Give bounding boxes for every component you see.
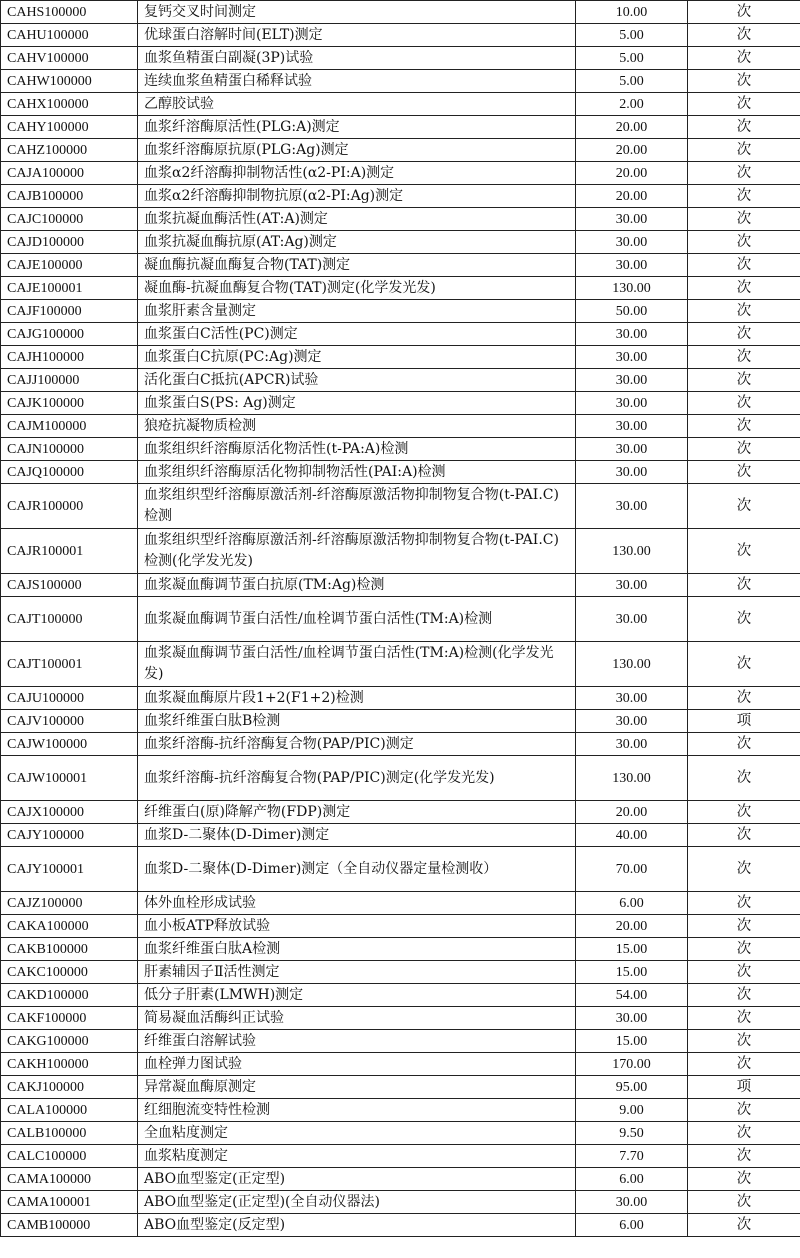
item-name-cell: 血浆α2纤溶酶抑制物抗原(α2-PI:Ag)测定	[138, 185, 576, 208]
table-row	[1, 1076, 800, 1099]
item-code-cell: CAHW100000	[1, 70, 138, 93]
item-unit-cell: 次	[688, 1053, 800, 1076]
item-price-cell: 6.00	[576, 892, 688, 915]
item-name-cell: 肝素辅因子Ⅱ活性测定	[138, 961, 576, 984]
table-row	[1, 323, 800, 346]
item-code-cell: CAJD100000	[1, 231, 138, 254]
item-code-cell: CAHV100000	[1, 47, 138, 70]
item-unit-cell: 次	[688, 961, 800, 984]
item-unit-cell: 次	[688, 231, 800, 254]
item-unit-cell: 次	[688, 1168, 800, 1191]
item-name-cell: 低分子肝素(LMWH)测定	[138, 984, 576, 1007]
price-table-body	[1, 1, 800, 1237]
table-row	[1, 984, 800, 1007]
item-price-cell: 30.00	[576, 323, 688, 346]
table-row	[1, 1214, 800, 1237]
item-unit-cell: 次	[688, 461, 800, 484]
item-name-cell: 血浆纤溶酶-抗纤溶酶复合物(PAP/PIC)测定	[138, 733, 576, 756]
item-code-cell: CAJU100000	[1, 687, 138, 710]
item-code-cell: CAJC100000	[1, 208, 138, 231]
item-unit-cell: 次	[688, 24, 800, 47]
item-price-cell: 6.00	[576, 1168, 688, 1191]
table-row	[1, 392, 800, 415]
table-row	[1, 642, 800, 687]
item-price-cell: 30.00	[576, 392, 688, 415]
item-unit-cell: 项	[688, 1076, 800, 1099]
item-code-cell: CALA100000	[1, 1099, 138, 1122]
table-row	[1, 185, 800, 208]
table-row	[1, 346, 800, 369]
item-unit-cell: 次	[688, 139, 800, 162]
table-row	[1, 756, 800, 801]
item-price-cell: 40.00	[576, 824, 688, 847]
item-unit-cell: 次	[688, 70, 800, 93]
item-name-cell: ABO血型鉴定(反定型)	[138, 1214, 576, 1237]
item-price-cell: 30.00	[576, 415, 688, 438]
item-code-cell: CAJE100000	[1, 254, 138, 277]
item-price-cell: 170.00	[576, 1053, 688, 1076]
item-code-cell: CAJZ100000	[1, 892, 138, 915]
item-name-cell: 血浆纤溶酶原活性(PLG:A)测定	[138, 116, 576, 139]
item-unit-cell: 次	[688, 984, 800, 1007]
table-row	[1, 162, 800, 185]
item-name-cell: 血浆蛋白C活性(PC)测定	[138, 323, 576, 346]
item-code-cell: CAJV100000	[1, 710, 138, 733]
item-price-cell: 20.00	[576, 185, 688, 208]
item-price-cell: 30.00	[576, 733, 688, 756]
item-name-cell: 血浆粘度测定	[138, 1145, 576, 1168]
item-price-cell: 30.00	[576, 1191, 688, 1214]
item-code-cell: CAHZ100000	[1, 139, 138, 162]
table-row	[1, 1145, 800, 1168]
item-code-cell: CAJF100000	[1, 300, 138, 323]
item-price-cell: 30.00	[576, 231, 688, 254]
item-code-cell: CAMB100000	[1, 1214, 138, 1237]
table-row	[1, 277, 800, 300]
item-price-cell: 5.00	[576, 70, 688, 93]
item-name-cell: 凝血酶抗凝血酶复合物(TAT)测定	[138, 254, 576, 277]
item-code-cell: CAJQ100000	[1, 461, 138, 484]
table-row	[1, 1, 800, 24]
item-code-cell: CAJS100000	[1, 574, 138, 597]
item-price-cell: 30.00	[576, 484, 688, 529]
item-unit-cell: 次	[688, 1122, 800, 1145]
item-unit-cell: 次	[688, 824, 800, 847]
item-code-cell: CAJK100000	[1, 392, 138, 415]
item-name-cell: 血浆纤溶酶-抗纤溶酶复合物(PAP/PIC)测定(化学发光发)	[138, 756, 576, 801]
item-code-cell: CAHY100000	[1, 116, 138, 139]
item-code-cell: CAJH100000	[1, 346, 138, 369]
table-row	[1, 1191, 800, 1214]
item-name-cell: 血浆鱼精蛋白副凝(3P)试验	[138, 47, 576, 70]
table-row	[1, 116, 800, 139]
item-price-cell: 5.00	[576, 47, 688, 70]
table-row	[1, 300, 800, 323]
item-code-cell: CAJG100000	[1, 323, 138, 346]
table-row	[1, 961, 800, 984]
table-row	[1, 47, 800, 70]
table-row	[1, 231, 800, 254]
table-row	[1, 369, 800, 392]
item-price-cell: 30.00	[576, 461, 688, 484]
item-price-cell: 20.00	[576, 116, 688, 139]
item-unit-cell: 次	[688, 369, 800, 392]
item-code-cell: CAKF100000	[1, 1007, 138, 1030]
item-price-cell: 30.00	[576, 369, 688, 392]
item-unit-cell: 次	[688, 438, 800, 461]
item-unit-cell: 次	[688, 597, 800, 642]
item-name-cell: 血浆凝血酶调节蛋白活性/血栓调节蛋白活性(TM:A)检测(化学发光发)	[138, 642, 576, 687]
item-unit-cell: 次	[688, 1145, 800, 1168]
item-name-cell: 血浆D-二聚体(D-Dimer)测定（全自动仪器定量检测收）	[138, 847, 576, 892]
item-price-cell: 30.00	[576, 346, 688, 369]
item-unit-cell: 次	[688, 484, 800, 529]
item-unit-cell: 次	[688, 277, 800, 300]
table-row	[1, 208, 800, 231]
item-unit-cell: 次	[688, 756, 800, 801]
item-price-cell: 20.00	[576, 915, 688, 938]
item-code-cell: CAJT100000	[1, 597, 138, 642]
item-code-cell: CAHU100000	[1, 24, 138, 47]
item-code-cell: CAJR100000	[1, 484, 138, 529]
item-price-cell: 95.00	[576, 1076, 688, 1099]
table-row	[1, 415, 800, 438]
item-unit-cell: 次	[688, 1099, 800, 1122]
item-name-cell: 异常凝血酶原测定	[138, 1076, 576, 1099]
item-name-cell: 血浆抗凝血酶活性(AT:A)测定	[138, 208, 576, 231]
table-row	[1, 438, 800, 461]
table-row	[1, 484, 800, 529]
item-code-cell: CAKD100000	[1, 984, 138, 1007]
item-unit-cell: 次	[688, 1030, 800, 1053]
item-unit-cell: 次	[688, 892, 800, 915]
item-price-cell: 15.00	[576, 961, 688, 984]
item-price-cell: 54.00	[576, 984, 688, 1007]
table-row	[1, 70, 800, 93]
item-unit-cell: 次	[688, 733, 800, 756]
item-name-cell: 活化蛋白C抵抗(APCR)试验	[138, 369, 576, 392]
table-row	[1, 1099, 800, 1122]
table-row	[1, 1122, 800, 1145]
item-price-cell: 30.00	[576, 438, 688, 461]
table-row	[1, 1053, 800, 1076]
table-row	[1, 824, 800, 847]
item-name-cell: ABO血型鉴定(正定型)(全自动仪器法)	[138, 1191, 576, 1214]
item-name-cell: 血浆纤维蛋白肽B检测	[138, 710, 576, 733]
item-code-cell: CAKJ100000	[1, 1076, 138, 1099]
item-unit-cell: 次	[688, 847, 800, 892]
item-price-cell: 20.00	[576, 801, 688, 824]
item-price-cell: 10.00	[576, 1, 688, 24]
table-row	[1, 139, 800, 162]
item-unit-cell: 次	[688, 1007, 800, 1030]
item-price-cell: 6.00	[576, 1214, 688, 1237]
table-row	[1, 847, 800, 892]
item-name-cell: 纤维蛋白溶解试验	[138, 1030, 576, 1053]
item-price-cell: 9.00	[576, 1099, 688, 1122]
item-name-cell: 复钙交叉时间测定	[138, 1, 576, 24]
item-price-cell: 130.00	[576, 277, 688, 300]
item-price-cell: 15.00	[576, 1030, 688, 1053]
item-unit-cell: 次	[688, 185, 800, 208]
item-name-cell: ABO血型鉴定(正定型)	[138, 1168, 576, 1191]
item-code-cell: CAJW100000	[1, 733, 138, 756]
item-name-cell: 血浆凝血酶调节蛋白抗原(TM:Ag)检测	[138, 574, 576, 597]
item-name-cell: 血浆D-二聚体(D-Dimer)测定	[138, 824, 576, 847]
item-name-cell: 优球蛋白溶解时间(ELT)测定	[138, 24, 576, 47]
item-price-cell: 30.00	[576, 710, 688, 733]
item-price-cell: 15.00	[576, 938, 688, 961]
item-code-cell: CALB100000	[1, 1122, 138, 1145]
item-unit-cell: 次	[688, 915, 800, 938]
item-name-cell: 凝血酶-抗凝血酶复合物(TAT)测定(化学发光发)	[138, 277, 576, 300]
item-unit-cell: 次	[688, 93, 800, 116]
item-unit-cell: 次	[688, 415, 800, 438]
item-name-cell: 简易凝血活酶纠正试验	[138, 1007, 576, 1030]
item-code-cell: CALC100000	[1, 1145, 138, 1168]
table-row	[1, 1007, 800, 1030]
item-code-cell: CAJY100001	[1, 847, 138, 892]
item-name-cell: 全血粘度测定	[138, 1122, 576, 1145]
item-code-cell: CAJN100000	[1, 438, 138, 461]
item-name-cell: 血浆α2纤溶酶抑制物活性(α2-PI:A)测定	[138, 162, 576, 185]
item-unit-cell: 次	[688, 529, 800, 574]
table-row	[1, 597, 800, 642]
item-name-cell: 血小板ATP释放试验	[138, 915, 576, 938]
item-code-cell: CAMA100000	[1, 1168, 138, 1191]
item-name-cell: 血浆组织纤溶酶原活化物抑制物活性(PAI:A)检测	[138, 461, 576, 484]
item-price-cell: 30.00	[576, 1007, 688, 1030]
item-code-cell: CAKG100000	[1, 1030, 138, 1053]
table-row	[1, 687, 800, 710]
item-code-cell: CAKA100000	[1, 915, 138, 938]
table-row	[1, 254, 800, 277]
table-row	[1, 93, 800, 116]
item-name-cell: 血浆组织型纤溶酶原激活剂-纤溶酶原激活物抑制物复合物(t-PAI.C)检测	[138, 484, 576, 529]
item-unit-cell: 次	[688, 801, 800, 824]
item-name-cell: 血浆组织纤溶酶原活化物活性(t-PA:A)检测	[138, 438, 576, 461]
item-price-cell: 30.00	[576, 254, 688, 277]
item-code-cell: CAJW100001	[1, 756, 138, 801]
item-price-cell: 30.00	[576, 597, 688, 642]
item-code-cell: CAKC100000	[1, 961, 138, 984]
item-name-cell: 红细胞流变特性检测	[138, 1099, 576, 1122]
item-code-cell: CAMA100001	[1, 1191, 138, 1214]
table-row	[1, 892, 800, 915]
item-unit-cell: 次	[688, 687, 800, 710]
table-row	[1, 915, 800, 938]
item-unit-cell: 次	[688, 300, 800, 323]
table-row	[1, 938, 800, 961]
table-row	[1, 461, 800, 484]
item-name-cell: 血浆蛋白S(PS: Ag)测定	[138, 392, 576, 415]
item-name-cell: 血浆蛋白C抗原(PC:Ag)测定	[138, 346, 576, 369]
item-price-cell: 30.00	[576, 574, 688, 597]
table-row	[1, 1030, 800, 1053]
item-name-cell: 血浆肝素含量测定	[138, 300, 576, 323]
item-unit-cell: 项	[688, 710, 800, 733]
item-price-cell: 20.00	[576, 162, 688, 185]
item-unit-cell: 次	[688, 47, 800, 70]
item-name-cell: 连续血浆鱼精蛋白稀释试验	[138, 70, 576, 93]
item-price-cell: 9.50	[576, 1122, 688, 1145]
item-name-cell: 血浆凝血酶调节蛋白活性/血栓调节蛋白活性(TM:A)检测	[138, 597, 576, 642]
table-row	[1, 801, 800, 824]
item-price-cell: 30.00	[576, 208, 688, 231]
item-code-cell: CAJA100000	[1, 162, 138, 185]
table-row	[1, 24, 800, 47]
item-unit-cell: 次	[688, 116, 800, 139]
item-code-cell: CAHX100000	[1, 93, 138, 116]
item-unit-cell: 次	[688, 574, 800, 597]
item-unit-cell: 次	[688, 323, 800, 346]
item-unit-cell: 次	[688, 1214, 800, 1237]
item-unit-cell: 次	[688, 1, 800, 24]
item-unit-cell: 次	[688, 254, 800, 277]
item-unit-cell: 次	[688, 392, 800, 415]
item-code-cell: CAKB100000	[1, 938, 138, 961]
item-unit-cell: 次	[688, 938, 800, 961]
item-price-cell: 50.00	[576, 300, 688, 323]
item-unit-cell: 次	[688, 162, 800, 185]
item-code-cell: CAKH100000	[1, 1053, 138, 1076]
item-price-cell: 70.00	[576, 847, 688, 892]
item-name-cell: 纤维蛋白(原)降解产物(FDP)测定	[138, 801, 576, 824]
item-name-cell: 乙醇胶试验	[138, 93, 576, 116]
item-code-cell: CAJY100000	[1, 824, 138, 847]
item-unit-cell: 次	[688, 208, 800, 231]
item-code-cell: CAJT100001	[1, 642, 138, 687]
item-price-cell: 2.00	[576, 93, 688, 116]
table-row	[1, 529, 800, 574]
item-code-cell: CAJE100001	[1, 277, 138, 300]
item-name-cell: 血浆凝血酶原片段1+2(F1+2)检测	[138, 687, 576, 710]
item-price-cell: 7.70	[576, 1145, 688, 1168]
item-code-cell: CAJR100001	[1, 529, 138, 574]
item-code-cell: CAJB100000	[1, 185, 138, 208]
item-code-cell: CAJJ100000	[1, 369, 138, 392]
item-price-cell: 130.00	[576, 642, 688, 687]
item-price-cell: 30.00	[576, 687, 688, 710]
item-price-cell: 20.00	[576, 139, 688, 162]
table-row	[1, 733, 800, 756]
item-code-cell: CAJM100000	[1, 415, 138, 438]
item-code-cell: CAHS100000	[1, 1, 138, 24]
item-name-cell: 血浆纤维蛋白肽A检测	[138, 938, 576, 961]
item-unit-cell: 次	[688, 642, 800, 687]
item-name-cell: 狼疮抗凝物质检测	[138, 415, 576, 438]
item-price-cell: 130.00	[576, 529, 688, 574]
item-name-cell: 体外血栓形成试验	[138, 892, 576, 915]
table-row	[1, 1168, 800, 1191]
item-unit-cell: 次	[688, 1191, 800, 1214]
item-price-cell: 130.00	[576, 756, 688, 801]
item-name-cell: 血浆组织型纤溶酶原激活剂-纤溶酶原激活物抑制物复合物(t-PAI.C)检测(化学发光发)	[138, 529, 576, 574]
table-row	[1, 710, 800, 733]
item-unit-cell: 次	[688, 346, 800, 369]
item-name-cell: 血浆抗凝血酶抗原(AT:Ag)测定	[138, 231, 576, 254]
item-name-cell: 血栓弹力图试验	[138, 1053, 576, 1076]
item-name-cell: 血浆纤溶酶原抗原(PLG:Ag)测定	[138, 139, 576, 162]
item-price-cell: 5.00	[576, 24, 688, 47]
table-row	[1, 574, 800, 597]
item-code-cell: CAJX100000	[1, 801, 138, 824]
